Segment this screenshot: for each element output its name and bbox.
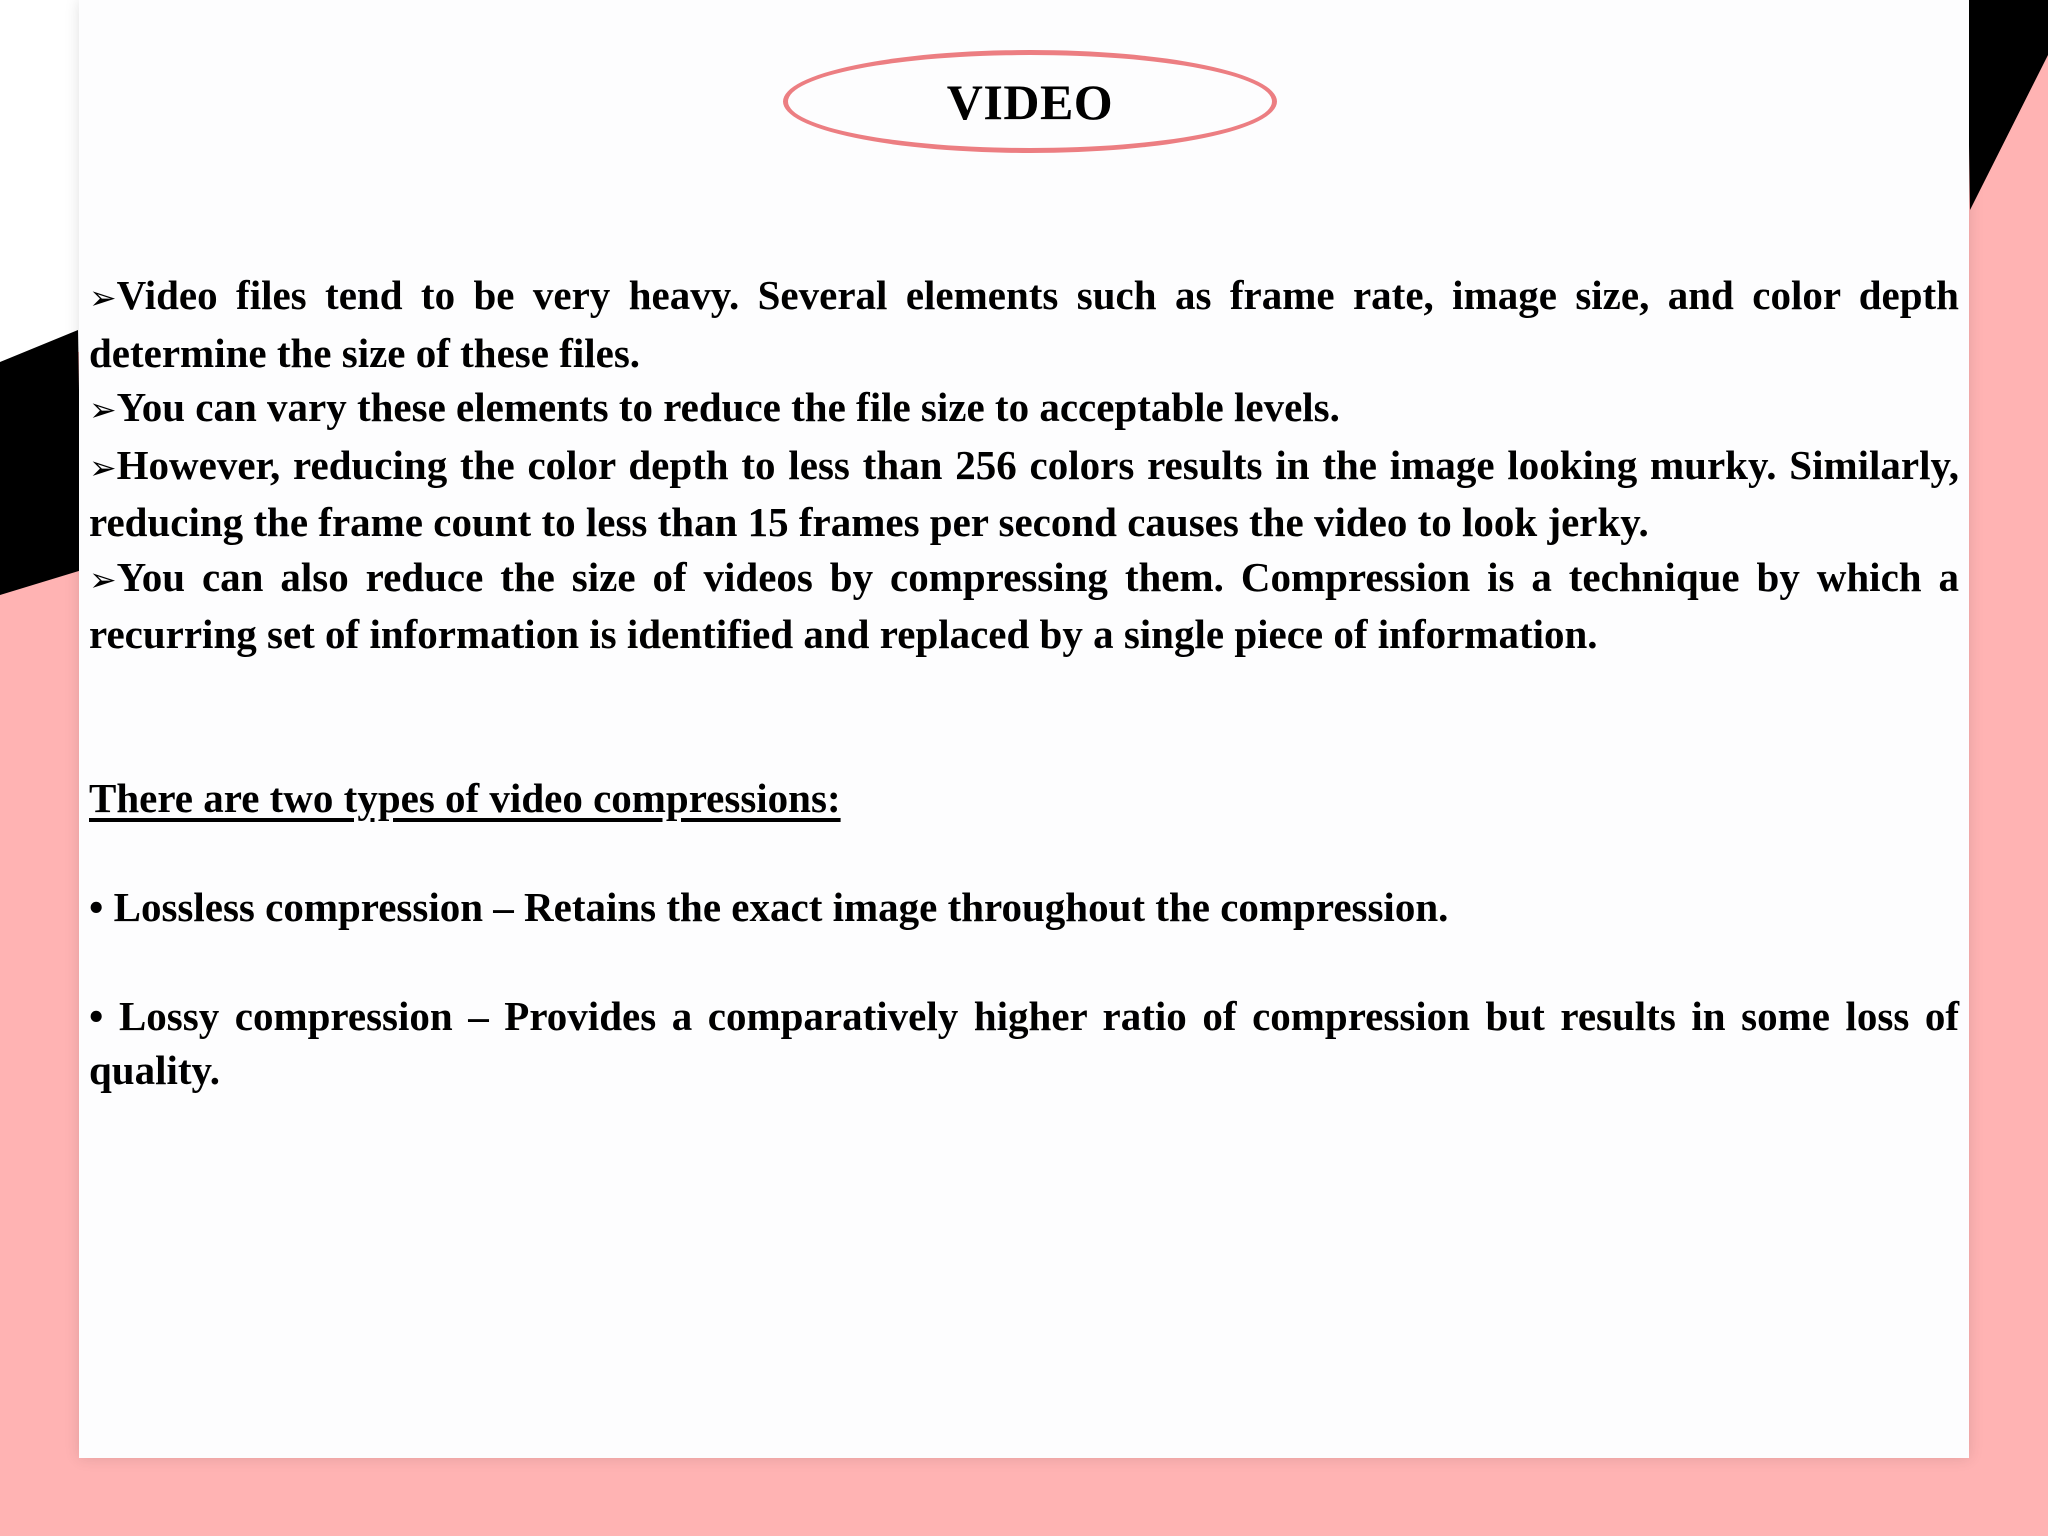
bullet-text: You can also reduce the size of videos by compressing them. Compression is a technique by which a recurring set of information is identified and replaced by a single piece of information. bbox=[89, 553, 1959, 657]
black-shape-left bbox=[0, 330, 82, 595]
bullet-text: You can vary these elements to reduce the file size to acceptable levels. bbox=[116, 384, 1340, 430]
compression-type-item bbox=[89, 880, 1959, 935]
bullet-text: However, reducing the color depth to less than 256 colors results in the image looking murky. Similarly, reducing the frame count to less than 15 frames per second causes the video to look jerky. bbox=[89, 441, 1959, 545]
dot-bullet-icon: • bbox=[89, 992, 104, 1039]
compression-type-text: Lossy compression – Provides a comparatively higher ratio of compression but results in some loss of quality. bbox=[89, 992, 1960, 1093]
compression-type-item bbox=[89, 989, 1959, 1098]
spacer bbox=[89, 934, 1959, 989]
slide-title: VIDEO bbox=[946, 73, 1114, 130]
spacer bbox=[89, 825, 1959, 880]
dot-bullet-icon: • bbox=[89, 883, 104, 930]
bullet-text: Video files tend to be very heavy. Several elements such as frame rate, image size, and color depth determine the size of these files. bbox=[89, 272, 1959, 376]
bullet-item bbox=[89, 438, 1959, 550]
spacer bbox=[89, 662, 1959, 771]
title-oval bbox=[783, 50, 1277, 153]
arrow-bullet-icon: ➢ bbox=[89, 278, 117, 317]
arrow-bullet-icon: ➢ bbox=[89, 390, 117, 429]
arrow-bullet-icon: ➢ bbox=[89, 559, 117, 599]
compression-type-text: Lossless compression – Retains the exact image throughout the compression. bbox=[113, 883, 1449, 930]
bullet-item bbox=[89, 380, 1959, 438]
slide-body bbox=[89, 268, 1959, 1098]
types-heading: There are two types of video compressions: bbox=[89, 774, 841, 821]
bullet-item bbox=[89, 550, 1959, 662]
bullet-item bbox=[89, 268, 1959, 380]
arrow-bullet-icon: ➢ bbox=[89, 447, 117, 487]
